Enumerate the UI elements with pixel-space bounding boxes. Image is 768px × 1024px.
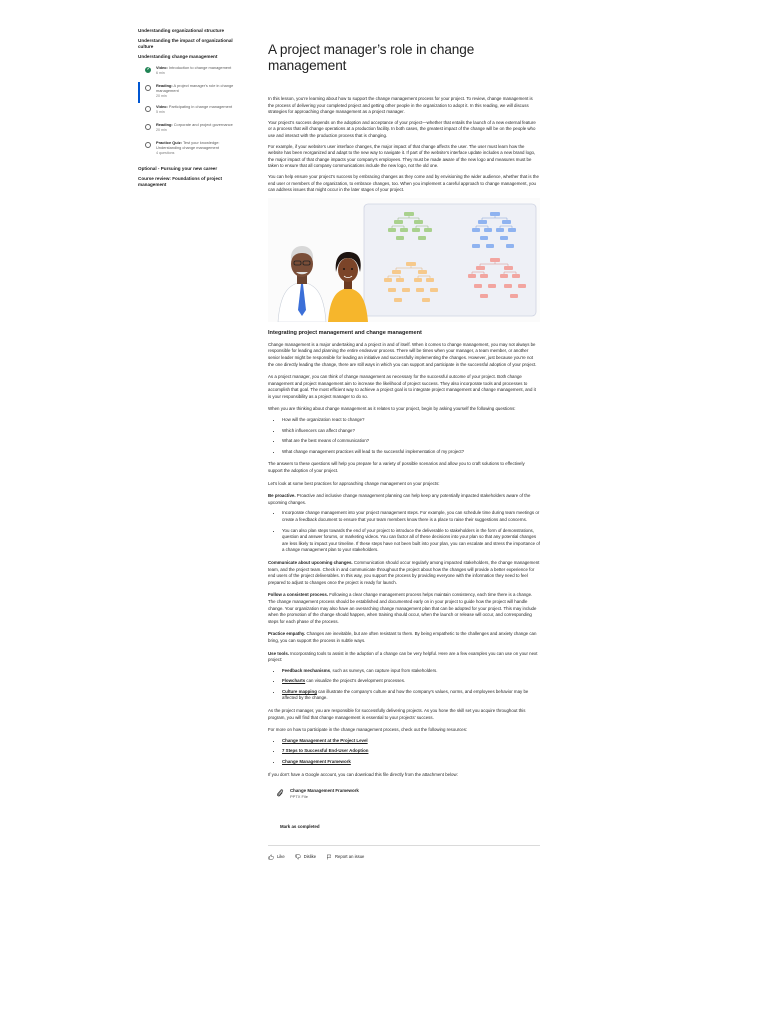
mark-as-completed-button[interactable]: Mark as completed xyxy=(280,824,320,830)
paragraph: You can help ensure your project’s success by embracing changes as they come and by envisioning the wider audience, whether that is the end user or members of the organization, to embrace changes, too. When you implement a careful approach to change management, you can address issues that might occur in the later stages of your project. xyxy=(268,173,539,193)
paragraph: In this lesson, you’re learning about how to support the change management process for your project. To review, change management is the process of delivering your completed project and getting other people in the organization to adopt it. In this reading, we will discuss strategies for approaching change management as a project manager. xyxy=(268,96,533,115)
sidebar-heading-course-review[interactable]: Course review: Foundations of project management xyxy=(138,175,222,187)
item-label: Introduction to change management xyxy=(168,65,232,70)
practice-text: Communication should occur regularly among impacted stakeholders, the change management team, and the project team. Check in and communicate throughout the project about how the changes will provide a better experience for end users of the project deliverables. In this way, you support the process by providing everyone with the information they need to feel prepared to adjust to changes once the project is ready for launch. xyxy=(268,559,540,585)
report-label: Report an issue xyxy=(335,854,365,860)
sidebar-heading-org-culture[interactable]: Understanding the impact of organizational culture xyxy=(138,38,233,49)
item-type: Practice Quiz: xyxy=(156,139,182,145)
change-management-illustration xyxy=(268,198,540,322)
sidebar-heading-org-structure[interactable]: Understanding organizational structure xyxy=(138,28,225,33)
sidebar-item-current-reading[interactable] xyxy=(138,82,238,103)
list-item: • How will the organization react to change? xyxy=(282,417,540,424)
list-item: • What change management practices will lead to the successful implementation of my project? xyxy=(282,449,540,456)
item-label: Participating in change management xyxy=(168,103,233,109)
list-item xyxy=(282,759,540,766)
paragraph: As the project manager, you are responsible for successfully delivering projects. As you hone the skill set you acquire throughout this program, you will find that change management is essential to your projects’ success. xyxy=(268,708,526,720)
todo-circle-icon xyxy=(145,124,151,130)
questions-list xyxy=(282,417,540,455)
resources-list xyxy=(282,738,540,766)
item-type: Reading: xyxy=(156,121,173,127)
item-type: Reading: xyxy=(156,83,173,88)
paragraph: For more on how to participate in the change management process, check out the following resources: xyxy=(268,727,468,733)
todo-circle-icon xyxy=(145,106,151,112)
sidebar-heading-change-management[interactable]: Understanding change management xyxy=(138,54,218,59)
item-label: A project manager's role in change management xyxy=(156,83,234,93)
paragraph: Change management is a major undertaking and a project in and of itself. When it comes to change management, you may not always be responsible for leading and planning the entire endeavor process. There will be times when your manager, a team member, or another senior leader might be responsible for leading an initiative and successfully implementing the changes. However, just because you’re not the one directly leading the change, there are still ways in which you can support and participate in the successful adoption of your project. xyxy=(268,341,537,367)
practice-text: Proactive and inclusive change management planning can help keep any potentially impacted stakeholders aware of the upcoming changes. xyxy=(268,493,531,505)
thumbs-down-icon xyxy=(295,854,301,860)
paragraph: Your project’s success depends on the adoption and acceptance of your project—whether that entails the launch of a new external feature or a process that will change operations at a production facility. In both cases, the greatest impact of the change will be on the people who use and interact with the production process that is changing. xyxy=(268,119,536,138)
attachment[interactable] xyxy=(276,788,540,800)
report-issue-button[interactable] xyxy=(326,854,364,860)
man-figure xyxy=(278,246,326,322)
paragraph: As a project manager, you can think of change management as necessary for the successful outcome of your project. Both change management and project management aim to increase the likelihood of project success. They also incorporate tools and processes to accomplish that goal. The most efficient way to achieve a project goal is to integrate project management and change management, and it is your responsibility as a project manager to do so. xyxy=(268,374,536,399)
list-item xyxy=(282,668,540,675)
list-item xyxy=(282,748,540,755)
like-button[interactable] xyxy=(268,854,285,860)
sidebar-item-participating-video[interactable] xyxy=(138,103,238,121)
resource-link[interactable]: Change Management at the Project Level xyxy=(282,737,368,743)
like-label: Like xyxy=(277,854,285,860)
practice-label: Practice empathy. xyxy=(268,631,306,637)
section-heading: Integrating project management and change management xyxy=(268,329,422,336)
list-item: • Incorporate change management into your project management steps. For example, you can schedule time during team meetings or create a feedback document to ensure that your team members know there is a place to raise their suggestions and concerns. xyxy=(282,510,540,523)
tool-text: can visualize the project’s development processes. xyxy=(305,678,406,684)
tool-link[interactable]: Flowcharts xyxy=(282,678,306,684)
item-type: Video: xyxy=(156,65,168,70)
item-type: Video: xyxy=(156,103,168,109)
page-title: A project manager’s role in change management xyxy=(268,42,475,73)
paperclip-icon xyxy=(276,788,284,798)
reading-content xyxy=(268,42,540,860)
woman-figure xyxy=(328,252,368,322)
tool-text: can illustrate the company’s culture and how the company’s values, norms, and employees behavior may be affected by the change. xyxy=(282,688,529,701)
sidebar-heading-optional-career[interactable]: Optional - Pursuing your new career xyxy=(138,165,218,171)
dislike-label: Dislike xyxy=(303,854,317,860)
paragraph: If you don’t have a Google account, you can download this file directly from the attachment below: xyxy=(268,771,458,777)
dislike-button[interactable] xyxy=(295,854,316,860)
paragraph: Let’s look at some best practices for approaching change management on your projects: xyxy=(268,480,440,486)
todo-circle-icon xyxy=(145,142,151,148)
illustration-svg xyxy=(268,198,540,322)
practice-proactive xyxy=(268,493,540,506)
sidebar-item-governance-reading[interactable] xyxy=(138,121,238,139)
practice-label: Communicate about upcoming changes. xyxy=(268,559,353,565)
tool-text: , such as surveys, can capture input from stakeholders. xyxy=(330,667,438,673)
sidebar-item-intro-video[interactable] xyxy=(138,64,238,82)
sidebar-item-list xyxy=(138,64,238,160)
flag-icon xyxy=(326,854,332,860)
practice-label: Use tools. xyxy=(268,650,289,656)
thumbs-up-icon xyxy=(268,854,274,860)
feedback-actions xyxy=(268,854,540,860)
practice-label: Follow a consistent process. xyxy=(268,592,329,598)
proactive-list xyxy=(282,510,540,554)
item-duration: 5 min xyxy=(156,110,165,115)
list-item: • Which influencers can affect change? xyxy=(282,428,540,435)
paragraph: For example, if your website’s user interface changes, the major impact of that change affects the user. The user must learn how the website has been reorganized and adapt to the new way to navigate it. If part of the website’s interface update includes a new brand logo, the major impact of that change impacts your company’s employees. They must be made aware of the new logo and measures must be taken to ensure that all company communications include the new logo, not the old one. xyxy=(268,143,536,169)
practice-tools xyxy=(268,651,540,664)
practice-text: Changes are inevitable, but are often resistant to them. By being empathetic to the challenges and anxiety change can bring, you can support the process in subtle ways. xyxy=(268,631,537,643)
item-duration: 4 questions xyxy=(156,150,175,155)
practice-empathy xyxy=(268,631,540,644)
item-duration: 20 min xyxy=(156,94,167,99)
list-item xyxy=(282,689,540,702)
list-item xyxy=(282,678,540,685)
practice-communicate xyxy=(268,560,540,586)
practice-label: Be proactive. xyxy=(268,493,296,499)
attachment-type: PPTX File xyxy=(290,794,309,800)
item-label: Corporate and project governance xyxy=(173,121,233,127)
tools-list xyxy=(282,668,540,702)
list-item: • What are the best means of communication? xyxy=(282,438,540,445)
practice-consistent xyxy=(268,592,540,625)
completed-check-icon xyxy=(145,67,151,73)
item-duration: 20 min xyxy=(156,128,167,133)
list-item xyxy=(282,738,540,745)
paragraph: When you are thinking about change management as it relates to your project, begin by asking yourself the following questions: xyxy=(268,406,516,412)
divider xyxy=(268,845,540,846)
tool-label: Feedback mechanisms xyxy=(282,667,331,673)
course-outline-sidebar xyxy=(138,28,238,192)
sidebar-item-practice-quiz[interactable] xyxy=(138,139,238,160)
paragraph: The answers to these questions will help you prepare for a variety of possible scenarios and allow you to craft solutions to effectively support the adoption of your project. xyxy=(268,461,525,474)
attachment-name: Change Management Framework xyxy=(290,788,359,794)
resource-link[interactable]: Change Management Framework xyxy=(282,759,351,765)
resource-link[interactable]: 7 Steps to Successful End-User Adoption xyxy=(282,748,369,754)
tool-link[interactable]: Culture mapping xyxy=(282,688,317,694)
practice-text: Following a clear change management process helps maintain consistency, each time there is a change. The change management process should be established and documented early on in your project to guide how the project will handle change. Your organization may also have an overarching change management plan that can be adopted for your project. This may include when the promotion of the change should happen, when training should occur, when the launch or release will occur, and corresponding steps for each phase of the process. xyxy=(268,592,537,624)
practice-text: Incorporating tools to assist in the adoption of a change can be very helpful. Here are a few examples you can use on your next project: xyxy=(268,650,538,663)
list-item: • You can also plan steps towards the end of your project to introduce the deliverable to stakeholders in the form of demonstrations, question and answer forums, or marketing videos. You can factor all of these decisions into your plan so that any potential changes are less likely to impact your timeline. If these steps have not been built into your plan, you can escalate and stress the importance of a change management plan to your stakeholders. xyxy=(282,528,540,554)
item-label: Test your knowledge: Understanding change management xyxy=(156,139,220,150)
in-progress-circle-icon xyxy=(145,85,151,91)
item-duration: 6 min xyxy=(156,71,165,76)
